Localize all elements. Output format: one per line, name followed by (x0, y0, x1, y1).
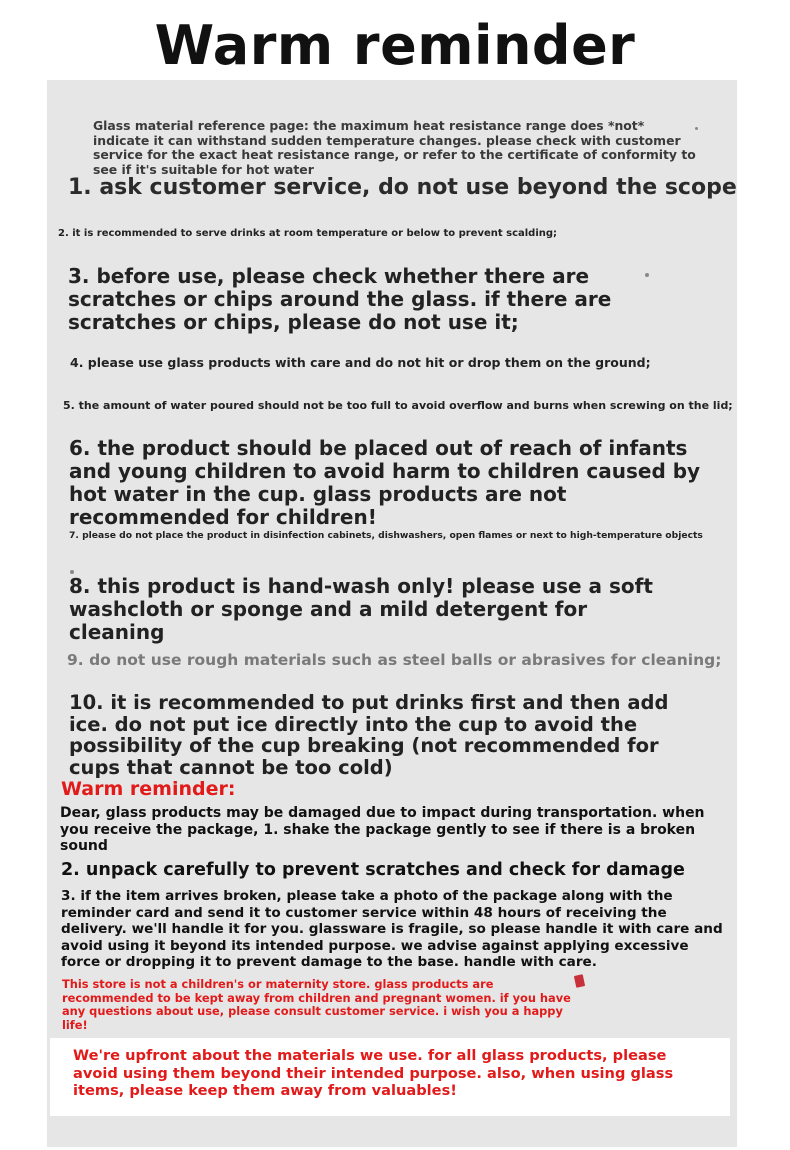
page-title: Warm reminder (154, 14, 636, 77)
item-4: 4. please use glass products with care and do not hit or drop them on the ground; (70, 355, 651, 370)
item-8: 8. this product is hand-wash only! please use a soft washcloth or sponge and a mild detergent for cleaning (69, 574, 653, 644)
item-5: 5. the amount of water poured should not be too full to avoid overflow and burns when screwing on the lid; (63, 399, 733, 412)
item-10: 10. it is recommended to put drinks first and then add ice. do not put ice directly into the cup to avoid the possibility of the cup breaking (not recommended for cups that cannot be too cold) (69, 691, 669, 779)
intro-text: Glass material reference page: the maximum heat resistance range does *not* indicate it can withstand sudden temperature changes. please check with customer service for the exact heat resistance range, or refer to the certificate of conformity to see if it's suitable for hot water (93, 118, 696, 177)
item-2: 2. it is recommended to serve drinks at room temperature or below to prevent scalding; (58, 228, 558, 239)
speck (645, 273, 649, 277)
material-note-text: We're upfront about the materials we use. for all glass products, please avoid using them beyond their intended purpose. also, when using glass items, please keep them away from valuables! (73, 1047, 674, 1099)
reminder-paragraph-3: 3. if the item arrives broken, please take a photo of the package along with the reminder card and send it to customer service within 48 hours of receiving the delivery. we'll handle it for you. glassware is fragile, so please handle it with care and avoid using it beyond its intended purpose. we advise against applying excessive force or dropping it to prevent damage to the base. handle with care. (61, 888, 723, 970)
item-9: 9. do not use rough materials such as steel balls or abrasives for cleaning; (67, 651, 722, 669)
reminder-heading: Warm reminder: (61, 778, 236, 800)
item-7: 7. please do not place the product in disinfection cabinets, dishwashers, open flames or next to high-temperature objects (69, 530, 703, 541)
item-1: 1. ask customer service, do not use beyond the scope (68, 175, 737, 200)
item-3: 3. before use, please check whether there are scratches or chips around the glass. if there are scratches or chips, please do not use it; (68, 264, 612, 334)
item-6: 6. the product should be placed out of reach of infants and young children to avoid harm to children caused by hot water in the cup. glass products are not recommended for children! (69, 436, 701, 529)
store-note: This store is not a children's or maternity store. glass products are recommended to be kept away from children and pregnant women. if you have any questions about use, please consult customer service. i wish you a happy life! (62, 977, 571, 1032)
reminder-paragraph-2: 2. unpack carefully to prevent scratches and check for damage (61, 860, 685, 880)
reminder-paragraph-1: Dear, glass products may be damaged due to impact during transportation. when you receive the package, 1. shake the package gently to see if there is a broken sound (60, 805, 705, 854)
speck (695, 127, 698, 130)
